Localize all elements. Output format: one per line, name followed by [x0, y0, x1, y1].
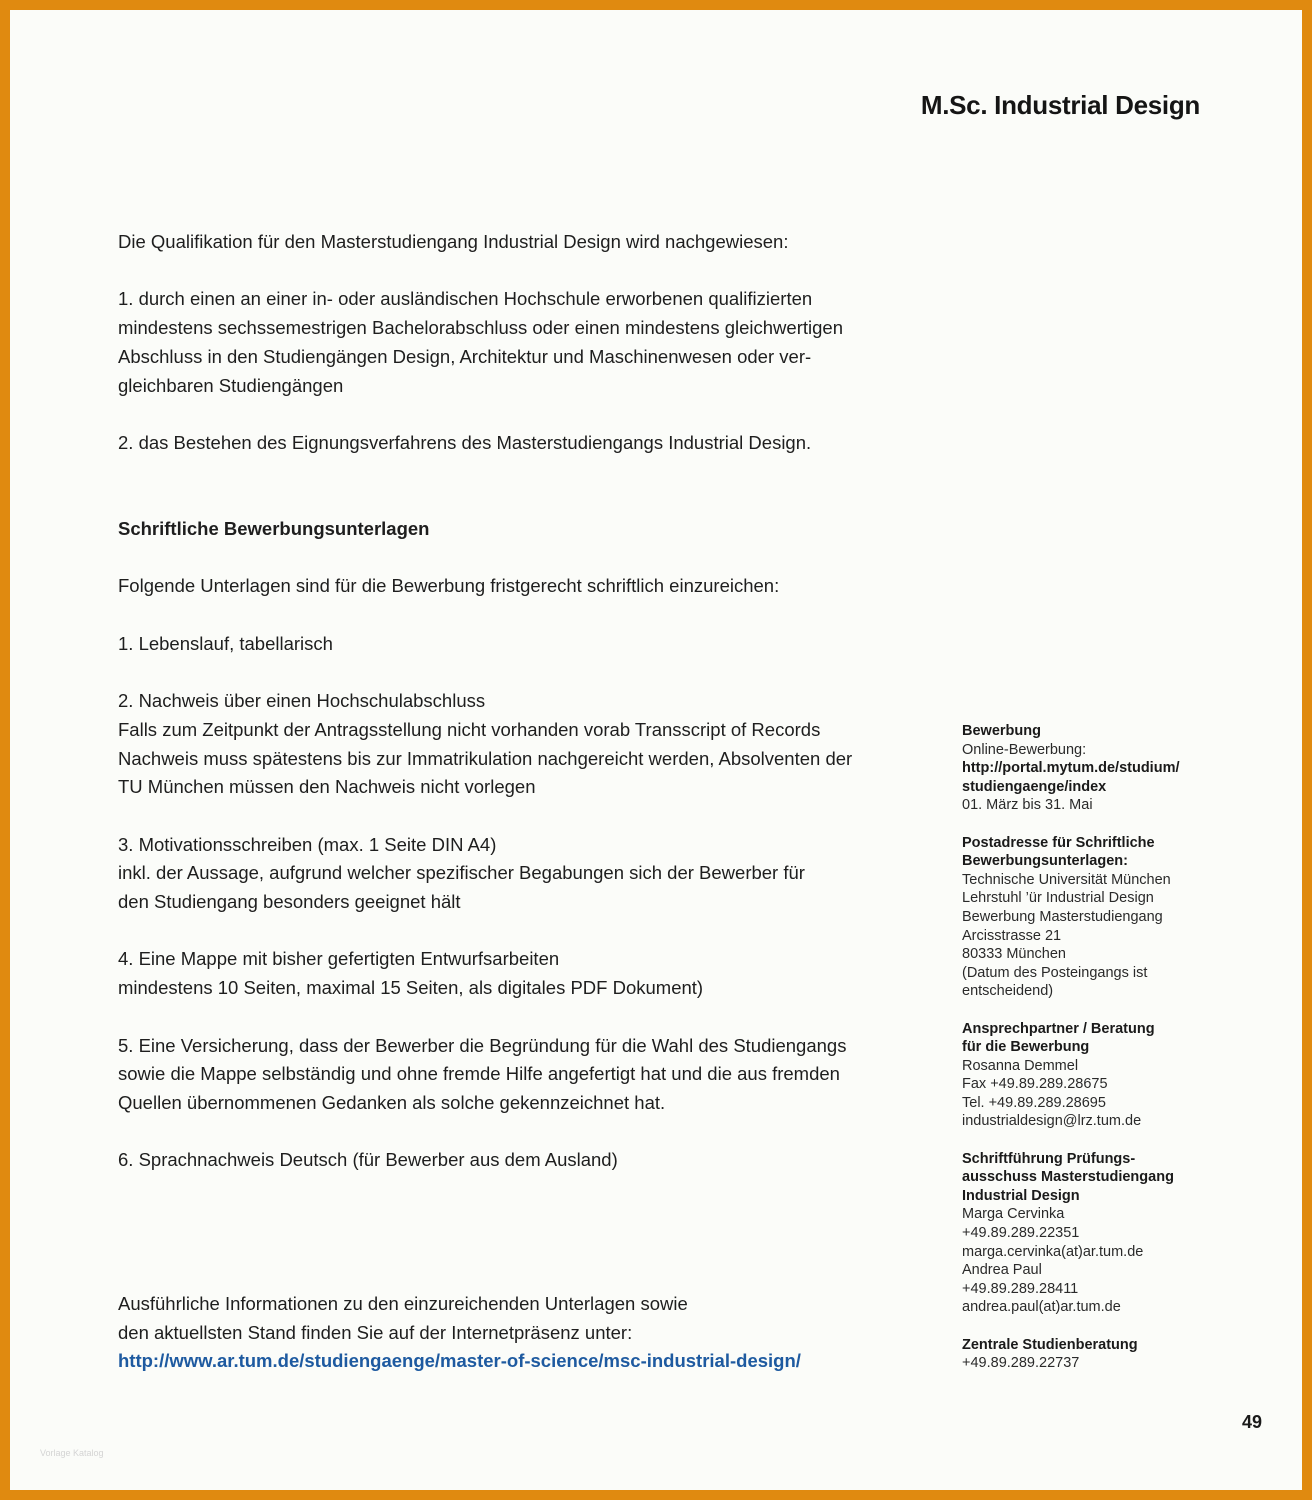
- contact-name: Marga Cervinka: [962, 1206, 1065, 1223]
- address-line: Technische Universität München: [962, 871, 1171, 888]
- document-item-3-line: den Studiengang besonders geeignet hält: [118, 891, 461, 913]
- qualification-2-text: 2. das Bestehen des Eignungsverfahrens des Masterstudiengangs Industrial Design.: [118, 431, 812, 453]
- study-advice-block: [962, 1336, 1262, 1373]
- document-item-5-line: sowie die Mappe selbständig und ohne fremde Hilfe angefertigt hat und die aus fremden: [118, 1063, 840, 1085]
- contact-phone: Tel. +49.89.289.28695: [962, 1094, 1106, 1111]
- block-title: Bewerbungsunterlagen:: [962, 853, 1128, 870]
- watermark-text: Vorlage Katalog: [40, 1448, 104, 1458]
- contact-phone: +49.89.289.22737: [962, 1355, 1080, 1372]
- block-title: Postadresse für Schriftliche: [962, 834, 1155, 851]
- document-item-2-line: TU München müssen den Nachweis nicht vorlegen: [118, 776, 536, 798]
- main-content: [118, 228, 928, 1376]
- application-period: 01. März bis 31. Mai: [962, 797, 1093, 814]
- document-item-6: 6. Sprachnachweis Deutsch (für Bewerber aus dem Ausland): [118, 1149, 618, 1171]
- footer-info-line: Ausführliche Informationen zu den einzureichenden Unterlagen sowie: [118, 1293, 688, 1315]
- address-line: entscheidend): [962, 983, 1054, 1000]
- footer-info-line: den aktuellsten Stand finden Sie auf der Internetpräsenz unter:: [118, 1321, 633, 1343]
- contact-email[interactable]: industrialdesign@lrz.tum.de: [962, 1113, 1142, 1130]
- document-item-1: 1. Lebenslauf, tabellarisch: [118, 632, 333, 654]
- page-title: M.Sc. Industrial Design: [920, 90, 1200, 120]
- document-item-2-line: 2. Nachweis über einen Hochschulabschluss: [118, 690, 486, 712]
- document-item-5-line: 5. Eine Versicherung, dass der Bewerber die Begründung für die Wahl des Studiengangs: [118, 1034, 847, 1056]
- document-item-3-line: 3. Motivationsschreiben (max. 1 Seite DIN A4): [118, 833, 497, 855]
- document-item-2-line: Falls zum Zeitpunkt der Antragsstellung nicht vorhanden vorab Transscript of Records: [118, 718, 821, 740]
- contact-person-block: [962, 1020, 1262, 1132]
- contact-phone: +49.89.289.28411: [962, 1280, 1079, 1297]
- portal-link[interactable]: studiengaenge/index: [962, 778, 1107, 795]
- documents-intro: Folgende Unterlagen sind für die Bewerbung fristgerecht schriftlich einzureichen:: [118, 575, 780, 597]
- qualification-1-line: Abschluss in den Studiengängen Design, Architektur und Maschinenwesen oder ver-: [118, 345, 812, 367]
- intro-text: Die Qualifikation für den Masterstudiengang Industrial Design wird nachgewiesen:: [118, 231, 789, 252]
- postal-address-block: [962, 834, 1262, 1001]
- document-item-3-line: inkl. der Aussage, aufgrund welcher spezifischer Begabungen sich der Bewerber für: [118, 862, 805, 884]
- document-item-5-line: Quellen übernommenen Gedanken als solche gekennzeichnet hat.: [118, 1091, 666, 1113]
- block-title: Zentrale Studienberatung: [962, 1336, 1138, 1353]
- page-number: 49: [1242, 1412, 1263, 1432]
- contact-fax: Fax +49.89.289.28675: [962, 1076, 1108, 1093]
- online-application-label: Online-Bewerbung:: [962, 741, 1087, 758]
- block-title: Bewerbung: [962, 723, 1041, 739]
- block-title: Schriftführung Prüfungs-: [962, 1150, 1136, 1167]
- contact-email[interactable]: andrea.paul(at)ar.tum.de: [962, 1299, 1121, 1316]
- contact-sidebar: [962, 722, 1262, 1391]
- document-page: [10, 10, 1302, 1490]
- document-item-4-line: mindestens 10 Seiten, maximal 15 Seiten, als digitales PDF Dokument): [118, 977, 704, 999]
- document-item-4-line: 4. Eine Mappe mit bisher gefertigten Entwurfsarbeiten: [118, 948, 560, 970]
- document-item-2-line: Nachweis muss spätestens bis zur Immatrikulation nachgereicht werden, Absolventen der: [118, 747, 853, 769]
- contact-name: Andrea Paul: [962, 1262, 1042, 1279]
- block-title: für die Bewerbung: [962, 1039, 1090, 1056]
- block-title: ausschuss Masterstudiengang: [962, 1169, 1174, 1186]
- address-line: Bewerbung Masterstudiengang: [962, 908, 1163, 925]
- contact-name: Rosanna Demmel: [962, 1057, 1079, 1074]
- application-block: [962, 722, 1262, 815]
- contact-email[interactable]: marga.cervinka(at)ar.tum.de: [962, 1243, 1144, 1260]
- address-line: (Datum des Posteingangs ist: [962, 964, 1148, 981]
- block-title: Industrial Design: [962, 1187, 1080, 1204]
- exam-committee-block: [962, 1150, 1262, 1317]
- qualification-1-line: 1. durch einen an einer in- oder ausländischen Hochschule erworbenen qualifizierten: [118, 288, 813, 310]
- portal-link[interactable]: http://portal.mytum.de/studium/: [962, 760, 1180, 777]
- block-title: Ansprechpartner / Beratung: [962, 1020, 1155, 1037]
- address-line: Lehrstuhl ’ür Industrial Design: [962, 890, 1154, 907]
- program-website-link[interactable]: http://www.ar.tum.de/studiengaenge/master-of-science/msc-industrial-design/: [118, 1350, 801, 1372]
- qualification-1-line: mindestens sechssemestrigen Bachelorabschluss oder einen mindestens gleichwertigen: [118, 317, 843, 339]
- address-line: Arcisstrasse 21: [962, 927, 1062, 944]
- contact-phone: +49.89.289.22351: [962, 1225, 1080, 1242]
- address-line: 80333 München: [962, 946, 1066, 963]
- section-heading: Schriftliche Bewerbungsunterlagen: [118, 517, 430, 539]
- qualification-1-line: gleichbaren Studiengängen: [118, 374, 344, 396]
